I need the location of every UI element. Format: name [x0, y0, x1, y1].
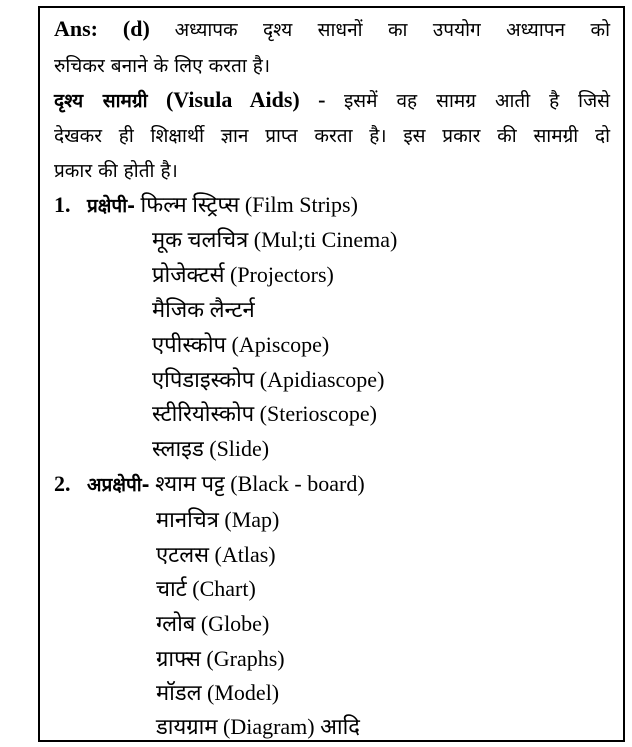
- section-1-title: प्रक्षेपी-: [87, 195, 136, 217]
- visual-aids-text-2: देखकर ही शिक्षार्थी ज्ञान प्राप्त करता है। इस प्रकार की सामग्री दो: [54, 125, 610, 147]
- answer-line-1: [54, 16, 610, 43]
- section-2-title: अप्रक्षेपी-: [87, 474, 150, 496]
- visual-aids-line-3: [54, 157, 178, 184]
- list-item: प्रोजेक्टर्स (Projectors): [152, 262, 334, 287]
- list-item: स्लाइड (Slide): [152, 436, 270, 461]
- answer-line-2: [54, 52, 270, 79]
- list-item: एपीस्कोप (Apiscope): [152, 332, 330, 357]
- visual-aids-heading-hi: दृश्य सामग्री: [54, 90, 148, 112]
- section-2-first-item: श्याम पट्ट (Black - board): [155, 471, 365, 496]
- visual-aids-heading-en: (Visula Aids) -: [165, 87, 326, 112]
- list-item: ग्राफ्स (Graphs): [156, 646, 285, 671]
- list-item: मॉडल (Model): [156, 680, 280, 705]
- list-item: स्टीरियोस्कोप (Sterioscope): [152, 401, 377, 426]
- section-2-number: 2.: [54, 471, 71, 496]
- list-item: चार्ट (Chart): [156, 576, 256, 601]
- section-2-header: [54, 471, 365, 498]
- list-item: मैजिक लैन्टर्न: [152, 297, 255, 322]
- answer-text-1: अध्यापक दृश्य साधनों का उपयोग अध्यापन को: [174, 19, 611, 41]
- visual-aids-line-1: [54, 87, 610, 114]
- list-item: ग्लोब (Globe): [156, 611, 270, 636]
- section-1-header: [54, 192, 358, 219]
- list-item: एपिडाइस्कोप (Apidiascope): [152, 367, 385, 392]
- list-item: मानचित्र (Map): [156, 507, 280, 532]
- section-1-number: 1.: [54, 192, 71, 217]
- visual-aids-text-3: प्रकार की होती है।: [54, 160, 178, 182]
- list-item: मूक चलचित्र (Mul;ti Cinema): [152, 227, 398, 252]
- list-item: एटलस (Atlas): [156, 542, 276, 567]
- visual-aids-text-1: इसमें वह सामग्र आती है जिसे: [343, 90, 611, 112]
- section-1-first-item: फिल्म स्ट्रिप्स (Film Strips): [140, 192, 358, 217]
- list-item: डायग्राम (Diagram) आदि: [156, 714, 360, 739]
- answer-box: [38, 6, 625, 742]
- answer-text-2: रुचिकर बनाने के लिए करता है।: [54, 55, 271, 77]
- visual-aids-line-2: [54, 122, 610, 149]
- answer-label: Ans: (d): [54, 16, 150, 41]
